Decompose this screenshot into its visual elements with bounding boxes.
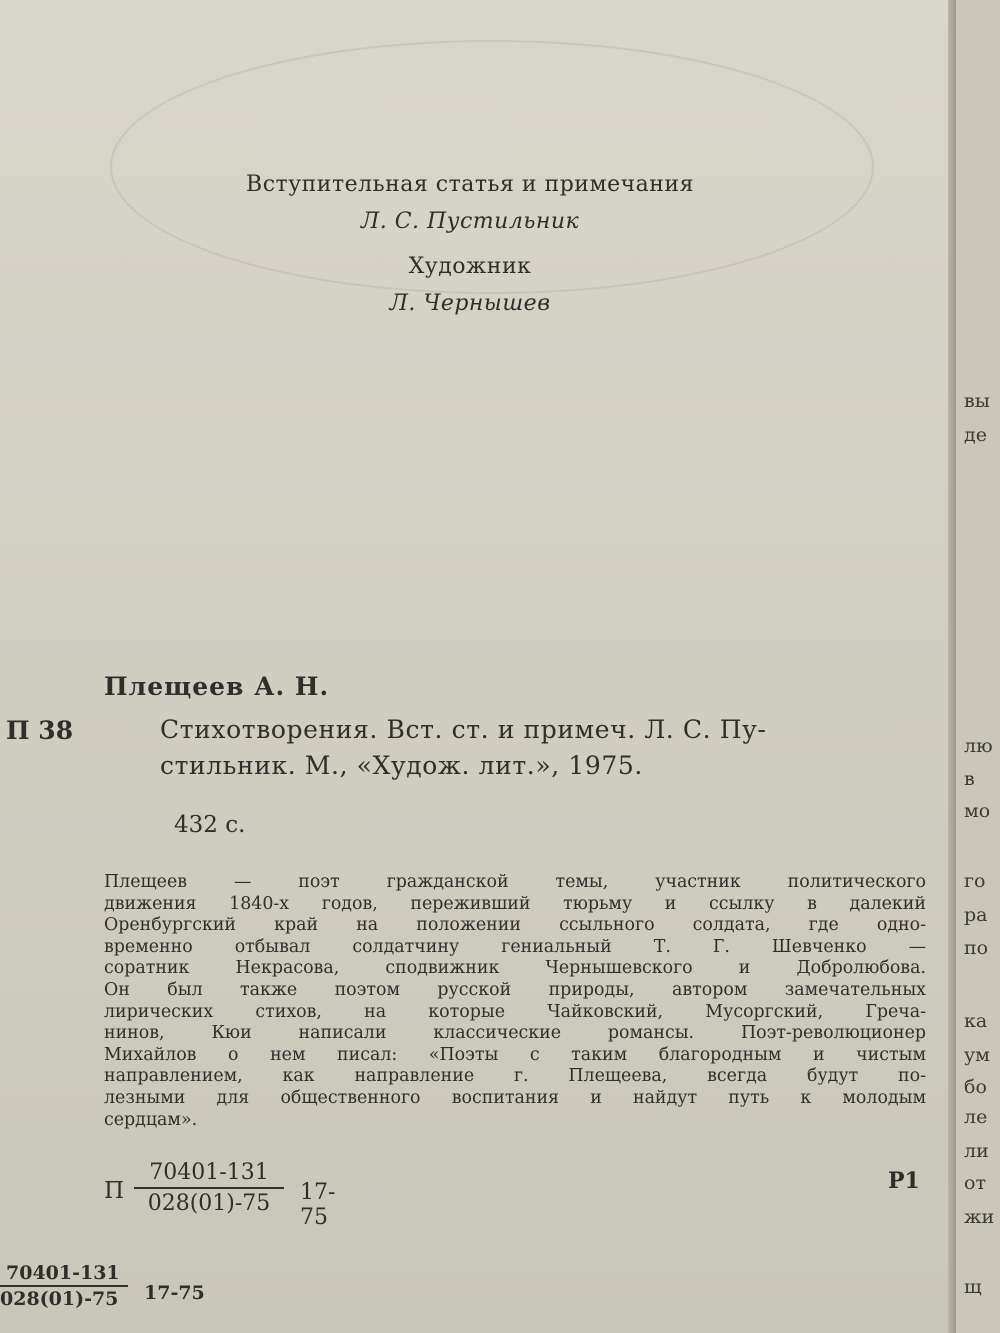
page-count: 432 с.: [174, 812, 246, 838]
artist-name: Л. Чернышев: [389, 291, 551, 316]
next-page-strip: [956, 0, 1000, 1333]
fragment: ум: [964, 1044, 990, 1066]
fragment: мо: [964, 800, 991, 822]
bibliographic-description: [160, 712, 920, 784]
biblio-line: Стихотворения. Вст. ст. и примеч. Л. С. Пу-: [160, 715, 767, 744]
credits-block: [150, 172, 790, 336]
biblio-line: стильник. М., «Худож. лит.», 1975.: [160, 751, 643, 780]
annotation-line: временно отбывал солдатчину гениальный Т. Г. Шевченко —: [104, 936, 926, 957]
annotation-line: лезными для общественного воспитания и найдут путь к молодым: [104, 1087, 926, 1108]
fragment: жи: [964, 1206, 995, 1228]
fragment: в: [964, 768, 975, 790]
classification-sign: Р1: [888, 1168, 920, 1194]
annotation-line: Он был также поэтом русской природы, автором замечательных: [104, 979, 926, 1000]
annotation-line: Оренбургский край на положении ссыльного солдата, где одно-: [104, 915, 926, 936]
fragment: вы: [964, 390, 990, 412]
fragment: по: [964, 937, 989, 959]
annotation-line: соратник Некрасова, сподвижник Чернышевского и Добролюбова.: [104, 958, 926, 979]
annotation-line: сердцам».: [104, 1109, 198, 1130]
fragment: от: [964, 1172, 986, 1194]
card-numerator: 70401-131: [0, 1262, 128, 1287]
page-gutter: [948, 0, 956, 1333]
annotation-line: Плещеев — поэт гражданской темы, участник политического: [104, 872, 926, 892]
fragment: ра: [964, 904, 988, 926]
card-suffix: 17-75: [144, 1282, 205, 1304]
index-suffix: 17-75: [300, 1180, 336, 1230]
fragment: де: [964, 424, 987, 446]
catalog-code: П 38: [6, 716, 74, 745]
fragment: го: [964, 870, 986, 892]
index-numerator: 70401-131: [134, 1160, 284, 1189]
fragment: бо: [964, 1076, 987, 1098]
annotation-line: нинов, Кюи написали классические романсы. Поэт-революционер: [104, 1023, 926, 1044]
index-prefix: П: [104, 1178, 125, 1204]
index-denominator: 028(01)-75: [147, 1191, 271, 1216]
fragment: лю: [964, 735, 993, 757]
annotation-line: направлением, как направление г. Плещеева, всегда будут по-: [104, 1066, 926, 1087]
card-fraction: [0, 1262, 128, 1310]
intro-role: Вступительная статья и примечания: [246, 172, 694, 197]
index-fraction: [134, 1160, 284, 1216]
artist-role: Художник: [408, 254, 532, 279]
catalog-author: Плещеев А. Н.: [104, 672, 330, 701]
card-denominator: 028(01)-75: [0, 1288, 119, 1310]
intro-name: Л. С. Пустильник: [360, 209, 580, 234]
fragment: ка: [964, 1010, 988, 1032]
fragment: щ: [964, 1276, 982, 1298]
fragment: ли: [964, 1140, 989, 1162]
annotation-line: лирических стихов, на которые Чайковский, Мусоргский, Греча-: [104, 1001, 926, 1022]
catalog-card-strip: [0, 1262, 240, 1333]
annotation-paragraph: [104, 872, 926, 1131]
annotation-line: Михайлов о нем писал: «Поэты с таким благородным и чистым: [104, 1044, 926, 1065]
annotation-line: движения 1840-х годов, переживший тюрьму и ссылку в далекий: [104, 893, 926, 914]
fragment: ле: [964, 1106, 988, 1128]
